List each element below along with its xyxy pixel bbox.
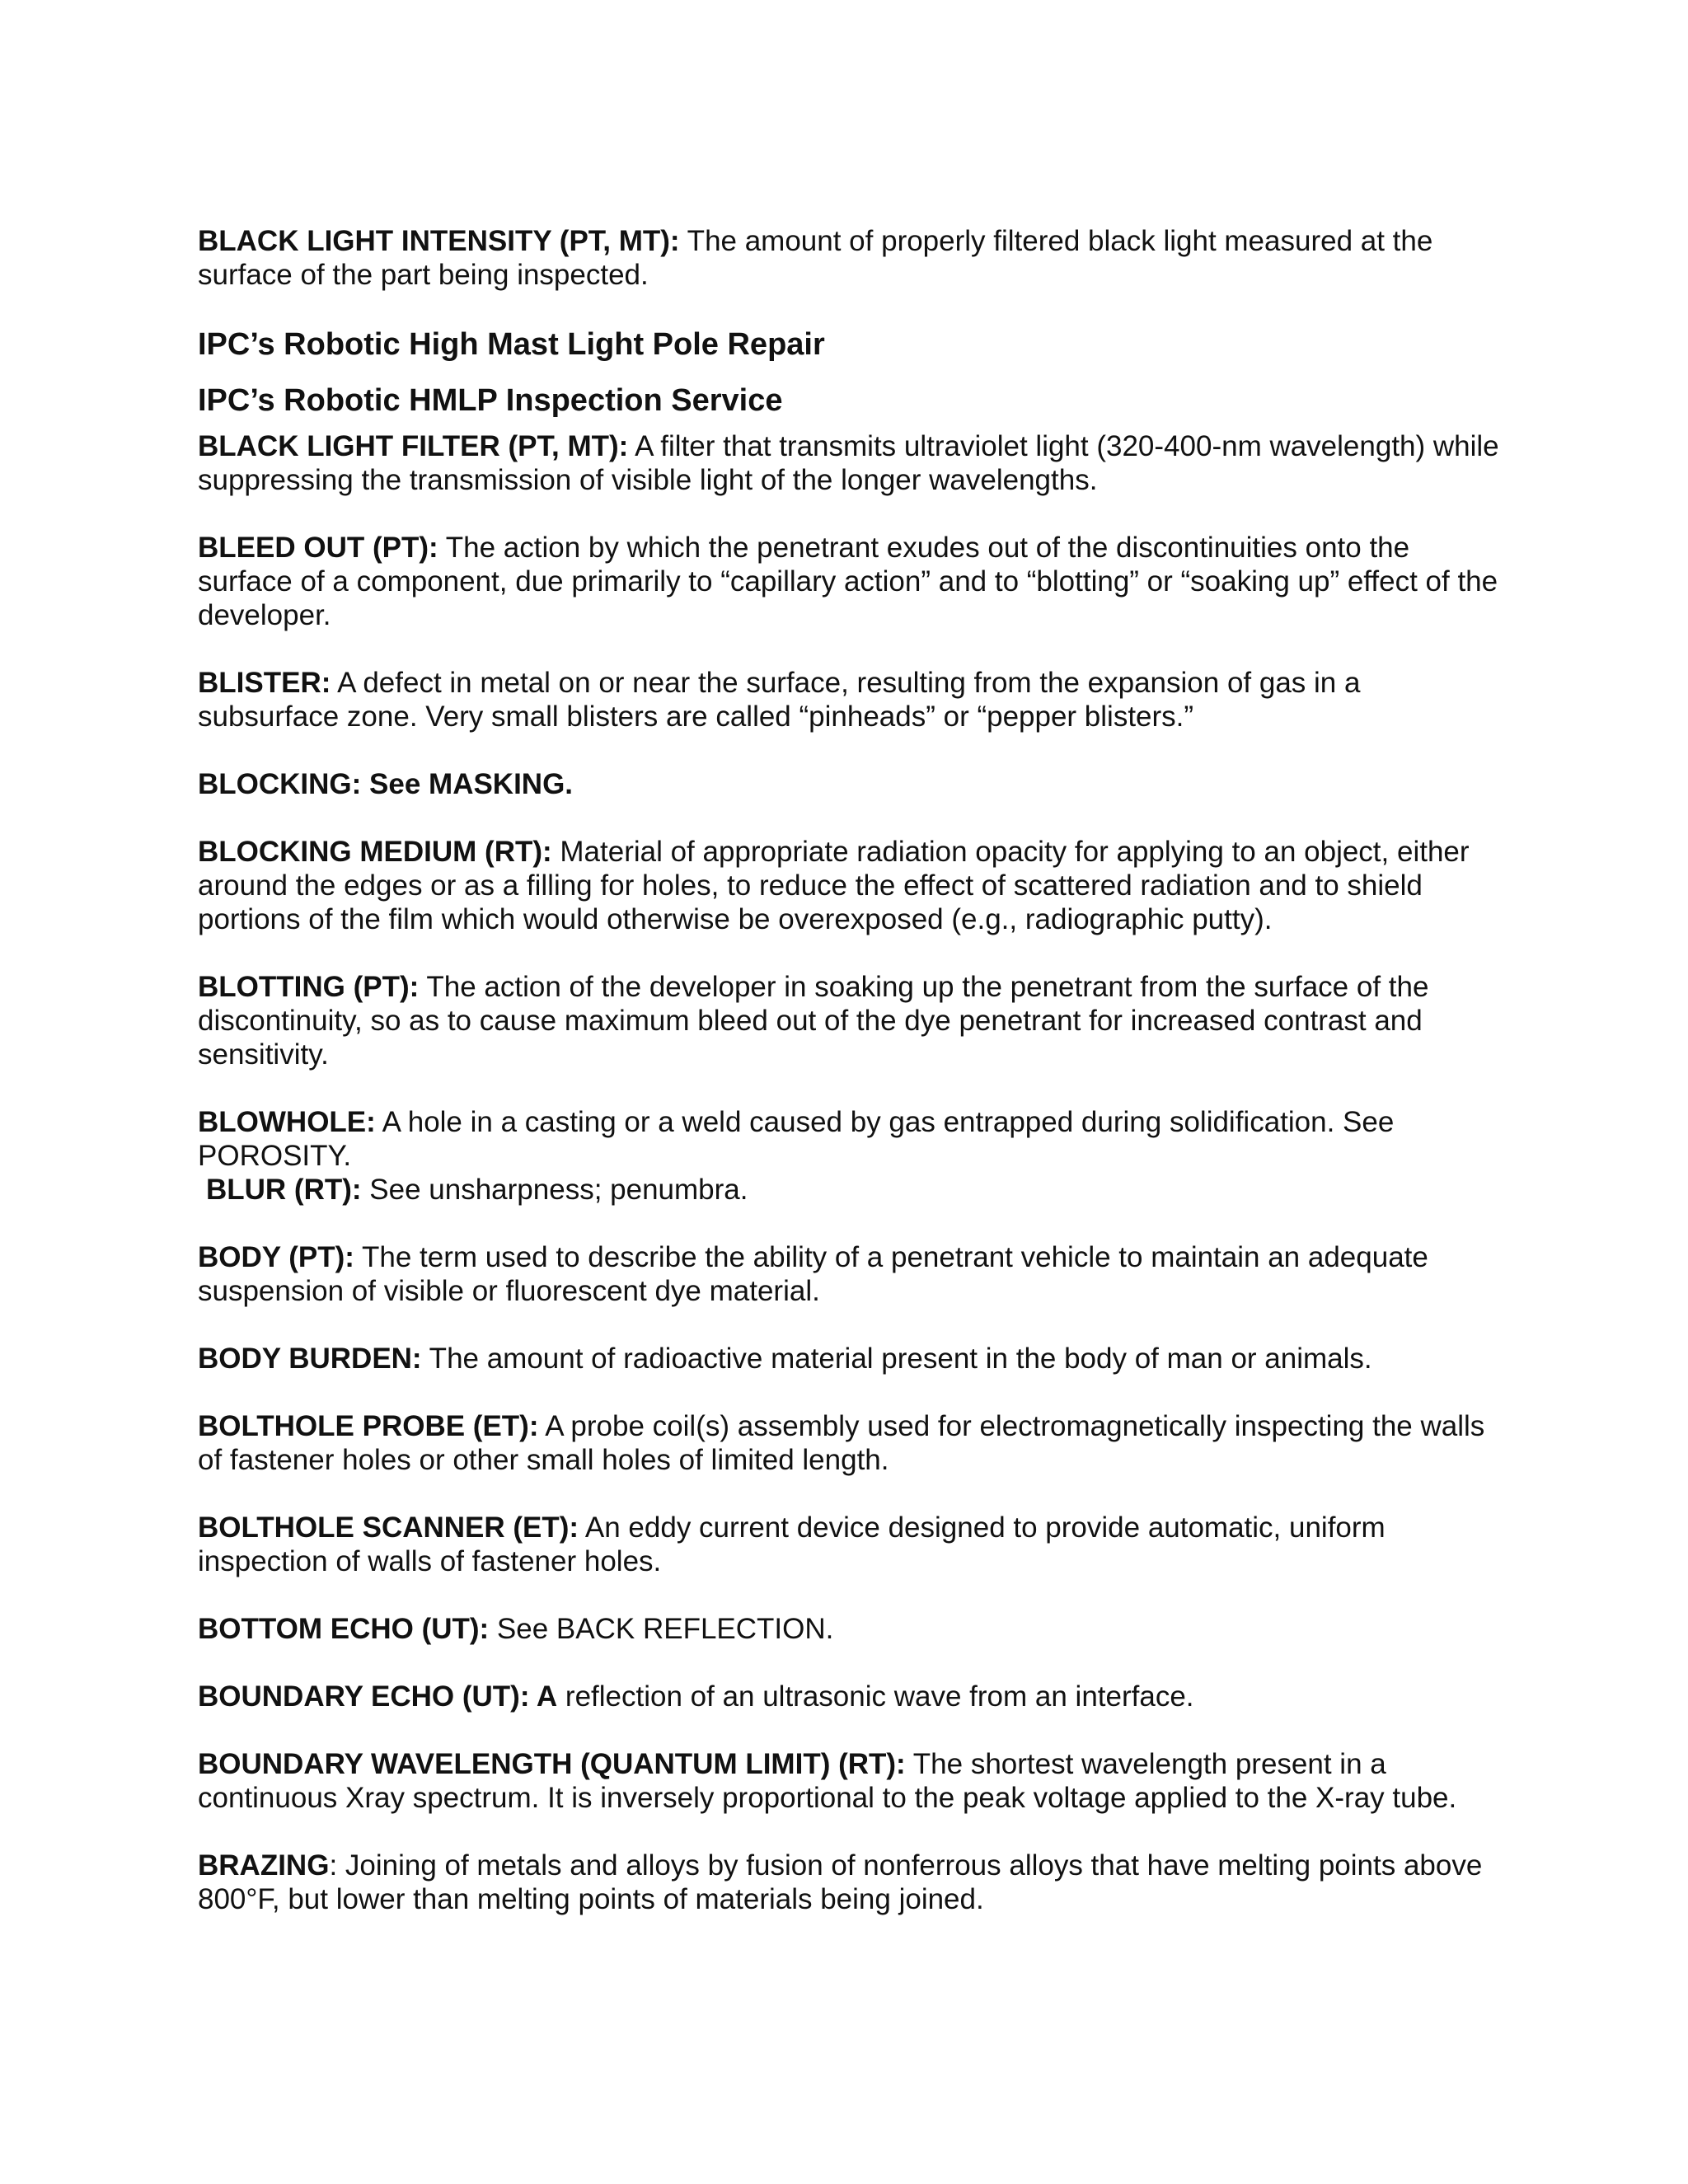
entry-term: BLACK LIGHT FILTER (PT, MT): xyxy=(198,430,629,462)
glossary-entry-blur xyxy=(198,1173,1504,1207)
glossary-entry-blotting xyxy=(198,970,1504,1071)
entry-definition: An eddy current device designed to provide automatic, uniform inspection of walls of fastener holes. xyxy=(198,1511,1386,1577)
entry-definition: The action of the developer in soaking up the penetrant from the surface of the discontinuity, so as to cause maximum bleed out of the dye penetrant for increased contrast and sensitivity. xyxy=(198,971,1429,1071)
glossary-entry-bolthole-scanner xyxy=(198,1511,1504,1578)
entry-term: BLOTTING (PT): xyxy=(198,971,420,1003)
entry-term: BOLTHOLE SCANNER (ET): xyxy=(198,1511,579,1544)
entry-definition: The amount of properly filtered black light measured at the surface of the part being inspected. xyxy=(198,225,1433,291)
entry-term: BLOCKING MEDIUM (RT): xyxy=(198,836,552,868)
entry-definition: : Joining of metals and alloys by fusion of nonferrous alloys that have melting points above 800°F, but lower than melting points of materials being joined. xyxy=(198,1849,1483,1915)
glossary-entry-blister xyxy=(198,666,1504,733)
glossary-entry-brazing xyxy=(198,1849,1504,1916)
entry-term: BLISTER: xyxy=(198,667,331,699)
entry-term: BOUNDARY ECHO (UT): A xyxy=(198,1680,558,1713)
entry-definition: A defect in metal on or near the surface, resulting from the expansion of gas in a subsurface zone. Very small blisters are called “pinheads” or “pepper blisters.” xyxy=(198,667,1361,733)
entry-term: BODY BURDEN: xyxy=(198,1343,422,1375)
document-page xyxy=(198,224,1504,1950)
entry-definition: The shortest wavelength present in a continuous Xray spectrum. It is inversely proportional to the peak voltage applied to the X-ray tube. xyxy=(198,1748,1457,1814)
entry-definition: See BACK REFLECTION. xyxy=(489,1613,834,1645)
entry-term: BOUNDARY WAVELENGTH (QUANTUM LIMIT) (RT): xyxy=(198,1748,906,1780)
glossary-entry-boundary-wavelength xyxy=(198,1747,1504,1815)
glossary-entry-black-light-intensity xyxy=(198,224,1504,292)
glossary-entry-bolthole-probe xyxy=(198,1409,1504,1477)
entry-definition: The amount of radioactive material present in the body of man or animals. xyxy=(421,1343,1372,1375)
entry-definition: See unsharpness; penumbra. xyxy=(361,1174,748,1206)
entry-term: BLUR (RT): xyxy=(206,1174,362,1206)
entry-term: BLOWHOLE: xyxy=(198,1106,376,1138)
glossary-entry-body xyxy=(198,1240,1504,1308)
glossary-entry-blowhole xyxy=(198,1105,1504,1173)
entry-term: BRAZING xyxy=(198,1849,330,1882)
entry-definition: Material of appropriate radiation opacity for applying to an object, either around the edges or as a filling for holes, to reduce the effect of scattered radiation and to shield portions of the film which would otherwise be overexposed (e.g., radiographic putty). xyxy=(198,836,1470,935)
section-heading-repair: IPC’s Robotic High Mast Light Pole Repair xyxy=(198,327,825,362)
entry-definition: A probe coil(s) assembly used for electromagnetically inspecting the walls of fastener holes or other small holes of limited length. xyxy=(198,1410,1485,1476)
glossary-entry-black-light-filter xyxy=(198,429,1504,497)
glossary-entry-boundary-echo xyxy=(198,1680,1504,1713)
glossary-entry-bottom-echo xyxy=(198,1612,1504,1646)
glossary-entry-body-burden xyxy=(198,1342,1504,1376)
entry-term: BLEED OUT (PT): xyxy=(198,532,438,564)
entry-term: BLOCKING: See MASKING. xyxy=(198,768,574,800)
glossary-entry-bleed-out xyxy=(198,531,1504,632)
entry-term: BOTTOM ECHO (UT): xyxy=(198,1613,490,1645)
entry-term: BOLTHOLE PROBE (ET): xyxy=(198,1410,539,1442)
entry-term: BLACK LIGHT INTENSITY (PT, MT): xyxy=(198,225,680,257)
entry-definition: The term used to describe the ability of a penetrant vehicle to maintain an adequate suspension of visible or fluorescent dye material. xyxy=(198,1241,1428,1307)
entry-definition: A filter that transmits ultraviolet light (320-400-nm wavelength) while suppressing the transmission of visible light of the longer wavelengths. xyxy=(198,430,1499,496)
entry-definition: The action by which the penetrant exudes out of the discontinuities onto the surface of a component, due primarily to “capillary action” and to “blotting” or “soaking up” effect of the developer. xyxy=(198,532,1498,631)
glossary-entry-blocking xyxy=(198,767,1504,801)
entry-definition: A hole in a casting or a weld caused by gas entrapped during solidification. See POROSITY. xyxy=(198,1106,1395,1172)
entry-term: BODY (PT): xyxy=(198,1241,354,1273)
glossary-entry-blocking-medium xyxy=(198,835,1504,936)
entry-definition: reflection of an ultrasonic wave from an interface. xyxy=(557,1680,1194,1713)
section-heading-inspection: IPC’s Robotic HMLP Inspection Service xyxy=(198,383,783,418)
